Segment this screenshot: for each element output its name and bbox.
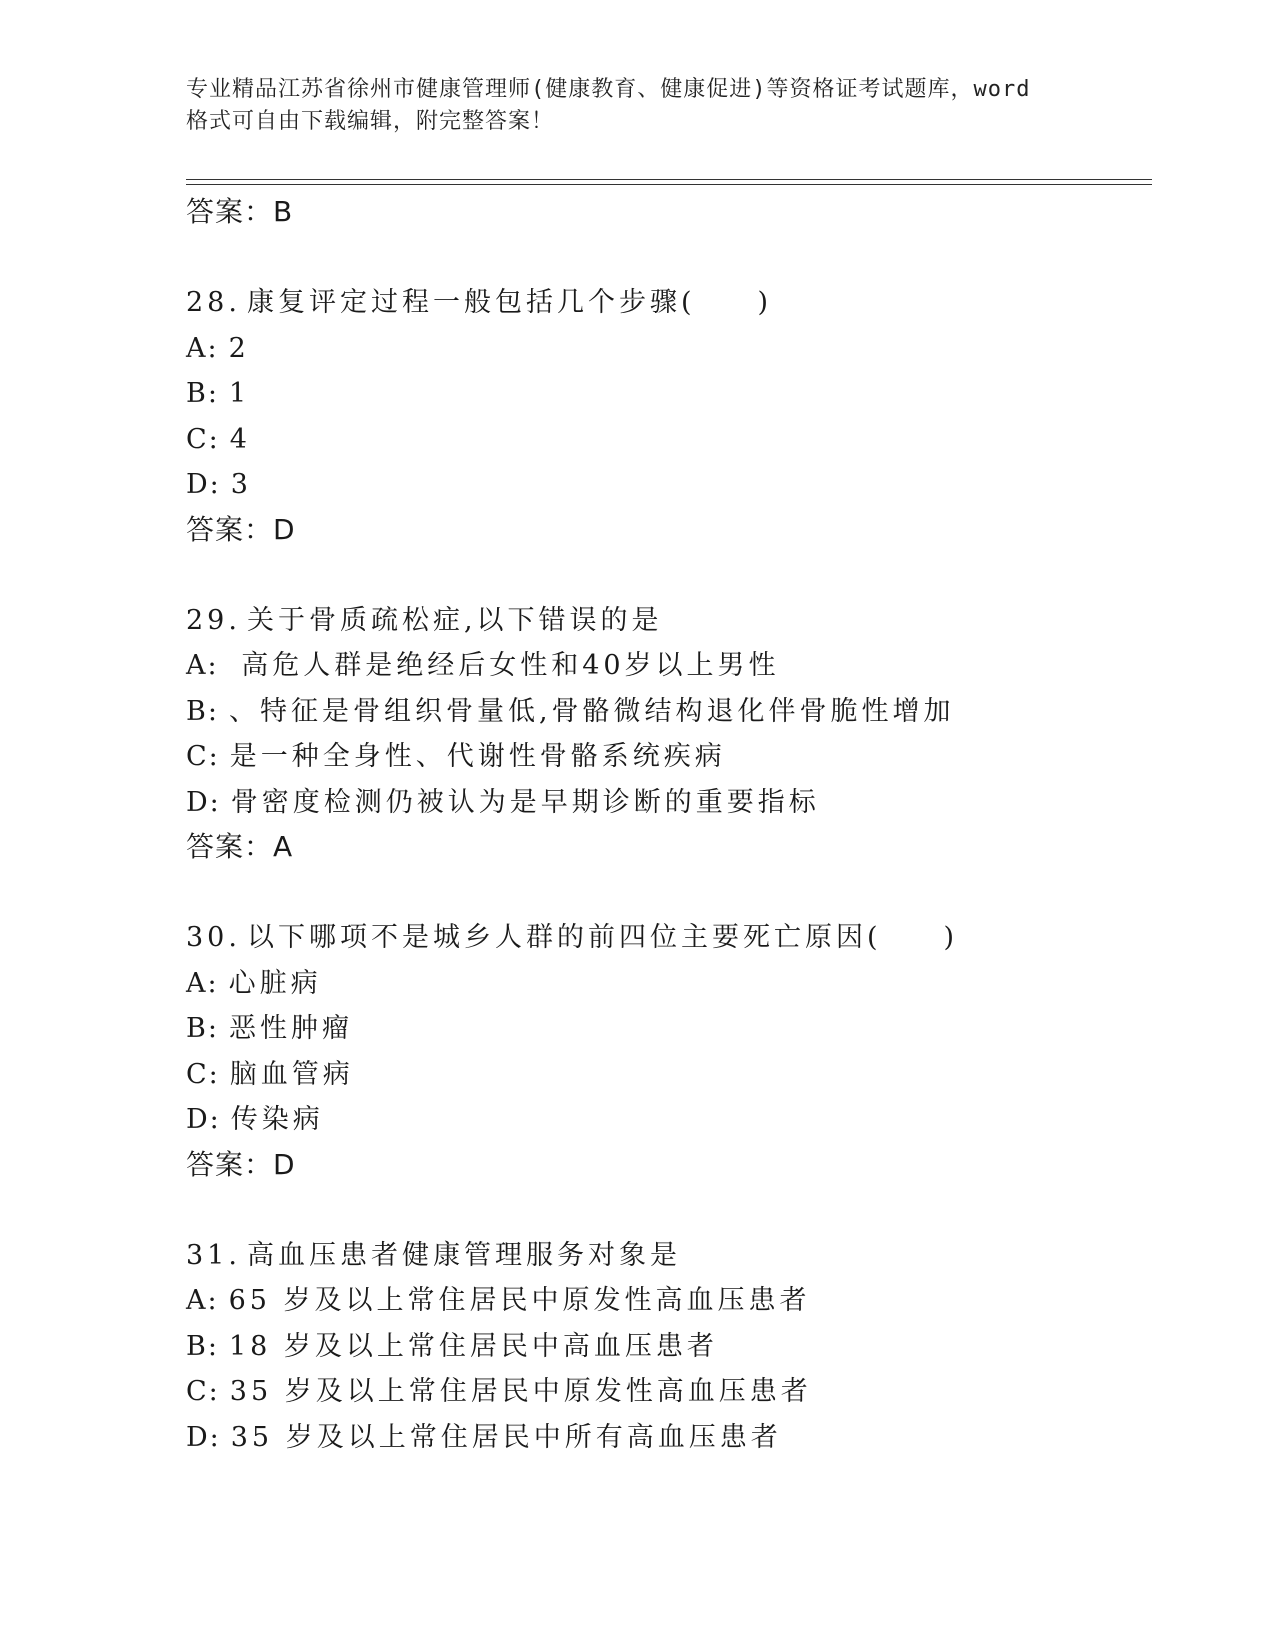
option-label: D: [186, 1104, 221, 1135]
option-text: 是一种全身性、代谢性骨骼系统疾病 [229, 741, 726, 772]
option-text: 心脏病 [228, 967, 322, 999]
option-c [186, 734, 1166, 780]
option-text: 18 岁及以上常住居民中高血压患者 [228, 1330, 718, 1362]
option-text: 、特征是骨组织骨量低,骨骼微结构退化伴骨脆性增加 [228, 695, 955, 727]
option-label: B: [186, 695, 219, 727]
option-b [186, 1006, 1166, 1052]
option-text: 35 岁及以上常住居民中原发性高血压患者 [229, 1376, 812, 1407]
question-item [186, 1233, 1166, 1461]
option-label: B: [186, 378, 219, 409]
question-text: 以下哪项不是城乡人群的前四位主要死亡原因( ) [246, 922, 959, 953]
option-c [186, 1052, 1166, 1098]
option-label: B: [186, 1013, 219, 1044]
option-b [186, 689, 1166, 735]
question-list [186, 190, 1166, 1460]
option-label: A: [186, 967, 219, 999]
option-text: 恶性肿瘤 [228, 1013, 353, 1044]
option-text: 3 [230, 469, 252, 500]
header-line-2: 格式可自由下载编辑，附完整答案！ [186, 109, 555, 134]
option-b [186, 1324, 1166, 1370]
option-d [186, 1415, 1166, 1461]
option-text: 骨密度检测仍被认为是早期诊断的重要指标 [230, 786, 820, 818]
question-stem [186, 1233, 1166, 1279]
answer-line: 答案：A [186, 830, 294, 863]
option-text: 高危人群是绝经后女性和40岁以上男性 [228, 650, 780, 681]
option-label: C: [186, 741, 220, 772]
header-divider-bottom [186, 184, 1152, 185]
option-a [186, 961, 1166, 1007]
option-d [186, 462, 1166, 508]
option-label: D: [186, 786, 221, 818]
option-b [186, 371, 1166, 417]
option-label: C: [186, 1376, 220, 1407]
header-line-1: 专业精品江苏省徐州市健康管理师(健康教育、健康促进)等资格证考试题库，word [186, 77, 1031, 102]
option-label: D: [186, 469, 221, 500]
question-stem [186, 915, 1166, 961]
option-a [186, 326, 1166, 372]
option-c [186, 417, 1166, 463]
question-text: 康复评定过程一般包括几个步骤( ) [246, 287, 773, 318]
option-text: 传染病 [230, 1104, 324, 1135]
option-text: 4 [229, 423, 251, 455]
question-item [186, 598, 1166, 870]
question-number: 28. [186, 287, 241, 318]
question-number: 30. [186, 922, 241, 953]
question-stem [186, 598, 1166, 644]
question-number: 31. [186, 1239, 241, 1271]
option-label: B: [186, 1330, 219, 1362]
answer-line: 答案：D [186, 512, 296, 546]
option-label: C: [186, 1058, 220, 1090]
question-stem [186, 280, 1166, 326]
question-item [186, 280, 1166, 552]
option-label: A: [186, 650, 219, 681]
answer-line: 答案：B [186, 195, 294, 228]
option-label: C: [186, 423, 220, 455]
question-item [186, 915, 1166, 1187]
option-text: 35 岁及以上常住居民中所有高血压患者 [230, 1421, 782, 1453]
option-c [186, 1369, 1166, 1415]
document-header [186, 74, 1086, 138]
option-text: 脑血管病 [229, 1058, 354, 1090]
option-d [186, 1097, 1166, 1143]
option-text: 1 [228, 378, 251, 409]
question-text: 高血压患者健康管理服务对象是 [246, 1239, 681, 1271]
question-text: 关于骨质疏松症,以下错误的是 [246, 604, 663, 636]
option-label: A: [186, 332, 219, 364]
option-d [186, 780, 1166, 826]
option-label: D: [186, 1421, 221, 1453]
option-text: 2 [228, 332, 250, 364]
answer-line: 答案：D [186, 1147, 296, 1181]
option-a [186, 643, 1166, 689]
option-label: A: [186, 1285, 219, 1316]
header-divider-top [186, 179, 1152, 180]
option-text: 65 岁及以上常住居民中原发性高血压患者 [228, 1285, 811, 1316]
option-a [186, 1278, 1166, 1324]
question-number: 29. [186, 604, 241, 636]
